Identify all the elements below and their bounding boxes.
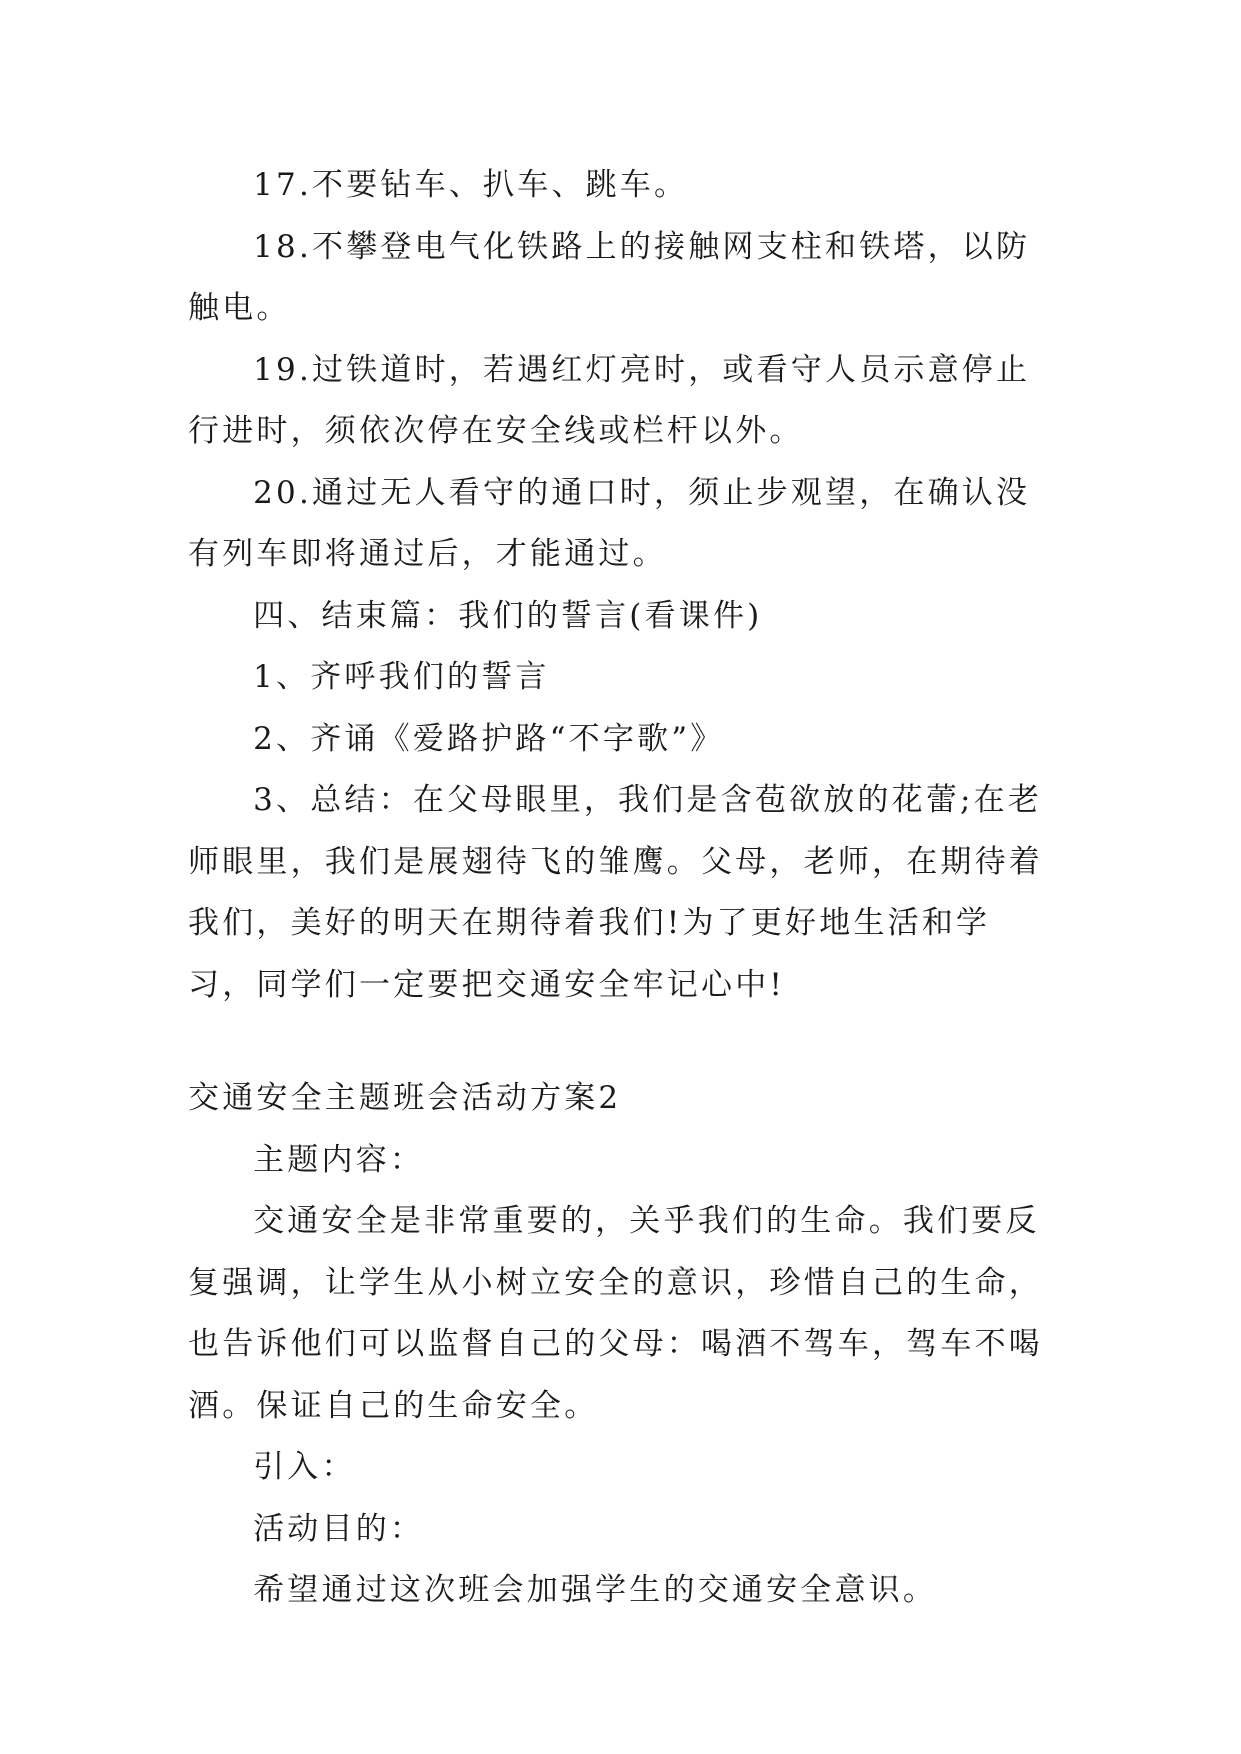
paragraph-theme-body: 交通安全是非常重要的，关乎我们的生命。我们要反复强调，让学生从小树立安全的意识，珍惜自己的生命，也告诉他们可以监督自己的父母：喝酒不驾车，驾车不喝酒。保证自己的生命安全。 — [188, 1203, 1043, 1424]
label-introduction: 引入： — [253, 1449, 356, 1485]
paragraph-summary: 3、总结：在父母眼里，我们是含苞欲放的花蕾;在老师眼里，我们是展翅待飞的雏鹰。父母，老师，在期待着我们，美好的明天在期待着我们!为了更好地生活和学习，同学们一定要把交通安全牢记心中! — [188, 782, 1043, 1003]
document-body — [188, 155, 1056, 1622]
label-theme-content: 主题内容： — [253, 1141, 425, 1178]
section-spacer — [188, 1016, 1056, 1068]
section-title: 交通安全主题班会活动方案2 — [188, 1080, 622, 1116]
paragraph-oath-2: 2、齐诵《爱路护路“不字歌”》 — [253, 720, 725, 757]
section-heading-conclusion: 四、结束篇：我们的誓言(看课件) — [253, 597, 763, 634]
label-activity-goal: 活动目的： — [253, 1510, 425, 1547]
paragraph-item-17: 17.不要钻车、扒车、跳车。 — [253, 167, 689, 203]
paragraph-item-20: 20.通过无人看守的通口时，须止步观望，在确认没有列车即将通过后，才能通过。 — [188, 474, 1031, 572]
paragraph-item-18: 18.不攀登电气化铁路上的接触网支柱和铁塔，以防触电。 — [188, 228, 1031, 326]
paragraph-item-19: 19.过铁道时，若遇红灯亮时，或看守人员示意停止行进时，须依次停在安全线或栏杆以外。 — [188, 351, 1031, 449]
paragraph-oath-1: 1、齐呼我们的誓言 — [253, 659, 550, 695]
paragraph-activity-goal: 希望通过这次班会加强学生的交通安全意识。 — [253, 1572, 938, 1608]
